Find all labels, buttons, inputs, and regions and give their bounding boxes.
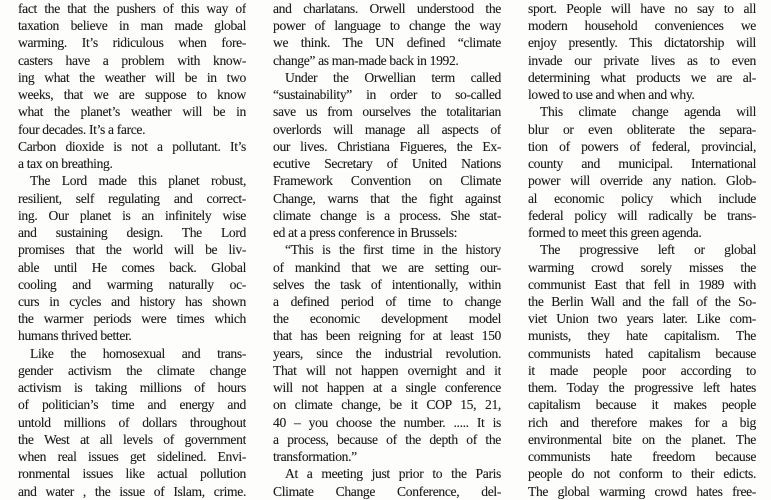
text-line: “This is the first time in the history [285, 242, 501, 258]
text-line: lowed to use and when and why. [528, 87, 695, 103]
text-line: climate change is a process. She stat- [273, 207, 501, 223]
text-line: ed at a press conference in Brussels: [273, 225, 458, 241]
text-line: Framework Convention on Climate [273, 173, 501, 189]
text-line: four decades. It’s a farce. [18, 121, 146, 137]
text-line: of politician’s time and energy and [18, 397, 246, 413]
text-line: the West at all levels of government [18, 431, 246, 447]
text-line: ing what the weather will be in two [18, 69, 246, 85]
text-line: them. Today the progressive left hates [528, 380, 756, 396]
text-line: and water , the issue of Islam, crime. [18, 483, 246, 499]
text-line: power will override any nation. Glob- [528, 173, 756, 189]
article-column-1 [18, 0, 246, 500]
text-line: determining what products we are al- [528, 69, 756, 85]
text-line: it made people poor according to [528, 362, 756, 378]
text-line: sport. People will have no say to all [528, 1, 756, 16]
text-line: enjoy presently. This dictatorship will [528, 35, 756, 51]
text-line: 40 – you choose the number. ..... It is [273, 414, 501, 430]
text-line: tion of powers of federal, provincial, [528, 138, 756, 154]
text-line: warming. It’s ridiculous when fore- [18, 35, 246, 51]
text-line: blur or even obliterate the separa- [528, 121, 756, 137]
text-line: communists hated capitalism because [528, 345, 756, 361]
text-line: a defined period of time to change [273, 293, 501, 309]
text-line: At a meeting just prior to the Paris [285, 466, 501, 482]
text-line: promises that the world will be liv- [18, 242, 246, 258]
text-line: modern household conveniences we [528, 18, 756, 34]
text-line: formed to meet this green agenda. [528, 225, 702, 241]
text-line: that has been reigning for at least 150 [273, 328, 501, 344]
text-line: “sustainability” in order to so-called [273, 87, 501, 103]
text-line: The global warming crowd hates free- [528, 483, 756, 499]
text-line: power of language to change the way [273, 18, 501, 34]
text-line: Under the Orwellian term called [285, 69, 501, 85]
text-line: will not happen at a single conference [273, 380, 501, 396]
text-line: communist East that fell in 1989 with [528, 276, 756, 292]
text-line: environmental bite on the planet. The [528, 431, 756, 447]
text-line: selves the task of intentionally, within [273, 276, 501, 292]
text-line: cooling and warming naturally oc- [18, 276, 246, 292]
text-line: and sustaining design. The Lord [18, 225, 246, 241]
text-line: al economic policy which include [528, 190, 756, 206]
text-line: able until He comes back. Global [18, 259, 246, 275]
text-line: when real issues get sidelined. Envi- [18, 449, 246, 465]
text-line: curs in cycles and history has shown [18, 293, 246, 309]
text-line: viet Union two years later. Like com- [528, 311, 756, 327]
text-line: county and municipal. International [528, 156, 756, 172]
text-line: ing. Our planet is an infinitely wise [18, 207, 246, 223]
text-line: This climate change agenda will [540, 104, 756, 120]
text-line: ecutive Secretary of United Nations [273, 156, 501, 172]
text-line: years, since the industrial revolution. [273, 345, 501, 361]
text-line: Like the homosexual and trans- [30, 345, 246, 361]
text-line: ronmental issues like actual pollution [18, 466, 246, 482]
text-line: taxation believe in man made global [18, 18, 246, 34]
text-line: rich and therefore makes for a big [528, 414, 756, 430]
article-column-3 [528, 0, 756, 500]
text-line: gender activism the climate change [18, 362, 246, 378]
text-line: That will not happen overnight and it [273, 362, 501, 378]
text-line: a tax on breathing. [18, 156, 113, 172]
text-line: federal policy will radically be trans- [528, 207, 756, 223]
text-line: warming crowd sorely misses the [528, 259, 756, 275]
text-line: change” as man-made back in 1992. [273, 52, 459, 68]
text-line: casters have a problem with know- [18, 52, 246, 68]
text-line: and charlatans. Orwell understood the [273, 1, 501, 16]
text-line: The Lord made this planet robust, [30, 173, 246, 189]
text-line: the economic development model [273, 311, 501, 327]
text-line: our lives. Christiana Figueres, the Ex- [273, 138, 501, 154]
article-column-2 [273, 0, 501, 500]
text-line: untold millions of dollars throughout [18, 414, 246, 430]
text-line: fact the that the pushers of this way of [18, 1, 246, 16]
text-line: humans thrived better. [18, 328, 132, 344]
text-line: capitalism because it makes people [528, 397, 756, 413]
text-line: the warmer periods were times which [18, 311, 246, 327]
text-line: activism is taking millions of hours [18, 380, 246, 396]
text-line: weeks, that we are suppose to know [18, 87, 246, 103]
text-line: resilient, self regulating and correct- [18, 190, 246, 206]
text-line: on climate change, be it COP 15, 21, [273, 397, 501, 413]
text-line: what the planet’s weather will be in [18, 104, 246, 120]
text-line: Climate Change Conference, del- [273, 483, 501, 499]
text-line: munists, they hate capitalism. The [528, 328, 756, 344]
text-line: we think. The UN defined “climate [273, 35, 501, 51]
text-line: the Berlin Wall and the fall of the So- [528, 293, 756, 309]
text-line: transformation.” [273, 449, 357, 465]
text-line: people do not conform to their edicts. [528, 466, 756, 482]
text-line: of mankind that we are setting our- [273, 259, 501, 275]
text-line: invade our private lives as to even [528, 52, 756, 68]
text-line: a process, because of the depth of the [273, 431, 501, 447]
text-line: Carbon dioxide is not a pollutant. It’s [18, 138, 246, 154]
text-line: communists hate freedom because [528, 449, 756, 465]
text-line: save us from ourselves the totalitarian [273, 104, 501, 120]
text-line: Change, warns that the fight against [273, 190, 501, 206]
text-line: overlords will manage all aspects of [273, 121, 501, 137]
text-line: The progressive left or global [540, 242, 756, 258]
